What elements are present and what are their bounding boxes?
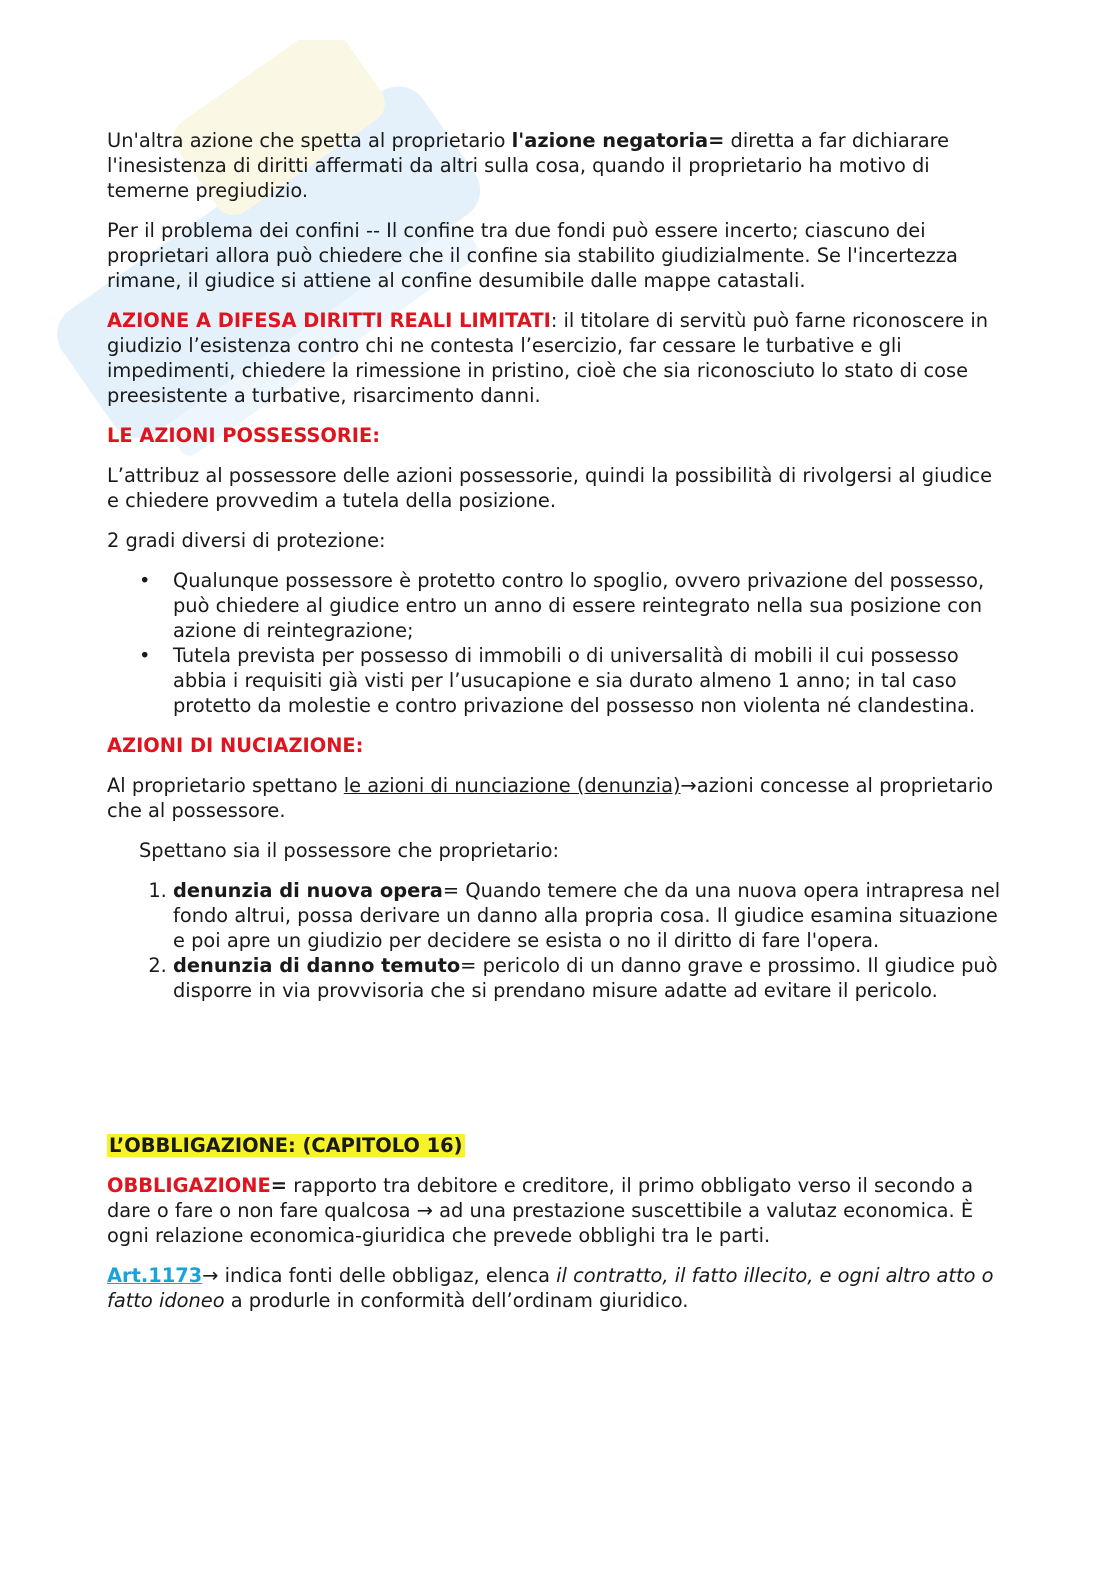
- heading-obbligazione: L’OBBLIGAZIONE: (CAPITOLO 16): [109, 1134, 463, 1157]
- azione-negatoria-term: l'azione negatoria=: [511, 129, 725, 152]
- paragraph-nunciazione: Al proprietario spettano le azioni di nunciazione (denunzia)→azioni concesse al proprietario che al possessore.: [107, 774, 994, 822]
- paragraph-confini: Per il problema dei confini -- Il confine tra due fondi può essere incerto; ciascuno dei proprietari allora può chiedere che il confine sia stabilito giudizialmente. Se l'incertezza rimane, il giudice si attiene al confine desumibile dalle mappe catastali.: [107, 219, 958, 292]
- paragraph-spettano: Spettano sia il possessore che proprietario:: [139, 839, 560, 862]
- paragraph-art-1173: Art.1173→ indica fonti delle obbligaz, elenca il contratto, il fatto illecito, e ogni altro atto o fatto idoneo a produrle in conformità dell’ordinam giuridico.: [107, 1264, 994, 1312]
- bullet-list-protezione: [107, 568, 1007, 718]
- list-item: 1. denunzia di nuova opera= Quando temere che da una nuova opera intrapresa nel fondo altrui, possa derivare un danno alla propria cosa. Il giudice esamina situazione e poi apre un giudizio per decidere se esista o no il diritto di fare l'opera.: [173, 878, 1007, 953]
- arrow-right-icon: →: [202, 1264, 219, 1287]
- paragraph-gradi: 2 gradi diversi di protezione:: [107, 529, 386, 552]
- list-item: • Tutela prevista per possesso di immobili o di universalità di mobili il cui possesso abbia i requisiti già visti per l’usucapione e sia durato almeno 1 anno; in tal caso protetto da molestie e contro privazione del possesso non violenta né clandestina.: [173, 643, 1007, 718]
- numbered-list-denunzie: [107, 878, 1007, 1003]
- list-item: • Qualunque possessore è protetto contro lo spoglio, ovvero privazione del possesso, può chiedere al giudice entro un anno di essere reintegrato nella sua posizione con azione di reintegrazione;: [173, 568, 1007, 643]
- paragraph-diritti-reali: AZIONE A DIFESA DIRITTI REALI LIMITATI: il titolare di servitù può farne riconoscere in giudizio l’esistenza contro chi ne contesta l’esercizio, far cessare le turbative e gli impedimenti, chiedere la rimessione in pristino, cioè che sia riconosciuto lo stato di cose preesistente a turbative, risarcimento danni.: [107, 309, 989, 407]
- arrow-right-icon: →: [680, 774, 697, 797]
- paragraph-attribuz: L’attribuz al possessore delle azioni possessorie, quindi la possibilità di rivolgersi al giudice e chiedere provvedim a tutela della posizione.: [107, 464, 993, 512]
- art-1173-link[interactable]: Art.1173: [107, 1264, 203, 1287]
- paragraph-obbligazione: OBBLIGAZIONE= rapporto tra debitore e creditore, il primo obbligato verso il secondo a dare o fare o non fare qualcosa → ad una prestazione suscettibile a valutaz economica. È ogni relazione economica-giuridica che prevede obblighi tra le parti.: [107, 1174, 974, 1247]
- paragraph-azione-negatoria: Un'altra azione che spetta al proprietario l'azione negatoria= diretta a far dichiarare l'inesistenza di diritti affermati da altri sulla cosa, quando il proprietario ha motivo di temerne pregiudizio.: [107, 129, 950, 202]
- heading-diritti-reali: AZIONE A DIFESA DIRITTI REALI LIMITATI: [107, 309, 551, 332]
- heading-azioni-possessorie: LE AZIONI POSSESSORIE:: [107, 424, 381, 447]
- blank-space: [107, 1018, 1007, 1133]
- document-page: [107, 128, 1007, 1328]
- list-item: 2. denunzia di danno temuto= pericolo di un danno grave e prossimo. Il giudice può disporre in via provvisoria che si prendano misure adatte ad evitare il pericolo.: [173, 953, 1007, 1003]
- nunciazione-term: le azioni di nunciazione (denunzia): [343, 774, 681, 797]
- obbligazione-term: OBBLIGAZIONE: [107, 1174, 271, 1197]
- heading-azioni-nuciazione: AZIONI DI NUCIAZIONE:: [107, 734, 364, 757]
